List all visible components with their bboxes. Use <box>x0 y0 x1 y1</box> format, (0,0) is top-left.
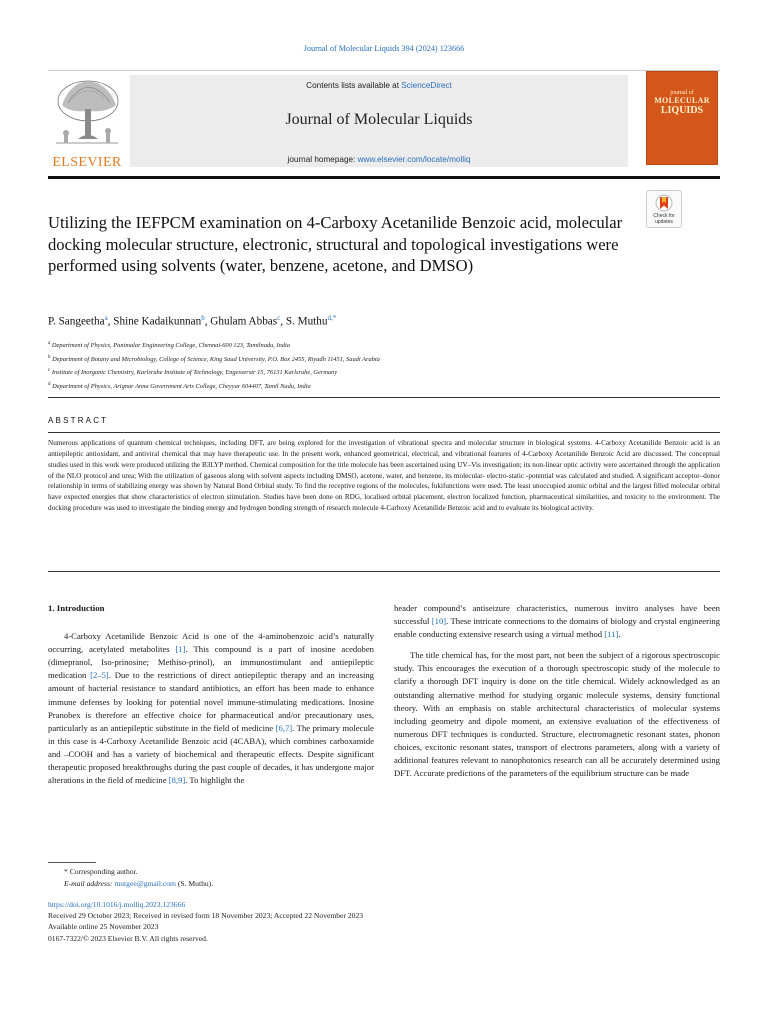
badge-line-1: Check for <box>653 213 675 219</box>
corresponding-author-note: * Corresponding author. <box>64 867 138 876</box>
email-link[interactable]: mutgee@gmail.com <box>114 878 176 888</box>
reference-link[interactable]: [6,7] <box>275 722 293 733</box>
section-heading-introduction: 1. Introduction <box>48 603 105 613</box>
contents-line <box>130 81 628 90</box>
paragraph-text: . To highlight the <box>185 775 245 786</box>
reference-link[interactable]: [2–5] <box>90 670 109 681</box>
email-suffix: (S. Muthu). <box>175 878 214 888</box>
affiliation-list <box>48 338 648 393</box>
doi-link[interactable]: https://doi.org/10.1016/j.molliq.2023.123666 <box>48 900 186 909</box>
author-affil-mark[interactable]: b <box>201 314 205 322</box>
abstract-bottom-rule <box>48 571 720 572</box>
check-for-updates-badge[interactable] <box>646 190 682 228</box>
email-note <box>48 878 548 890</box>
journal-citation-header[interactable]: Journal of Molecular Liquids 394 (2024) 123666 <box>303 44 465 53</box>
reference-link[interactable]: [11] <box>604 629 619 640</box>
author-list <box>48 314 648 328</box>
paragraph-text: header compound’s antiseizure characteristics, numerous invitro analyses have been successful <box>394 603 720 627</box>
homepage-prefix: journal homepage: <box>287 155 358 164</box>
contents-prefix: Contents lists available at <box>306 81 402 90</box>
abstract-text: Numerous applications of quantum chemical techniques, including DFT, are being explored for the investigation of vibrational spectra and molecular structure in biological systems. 4-Carboxy Acetanilide Benzoic acid is an antiepileptic antioxidant, and antiviral chemical that may have therapeutic use. In the present work, enhanced geometrical, electrical, and vibrational features of 4-Carboxy Acetanilide Benzoic Acid are discussed. The conceptual studies used in this work were produced utilizing the B3LYP method. Chemical composition for the title molecule has been ascertained using UV–Vis investigation; its non-linear optic activity were ascertained through the application of the NLO protocol and urea; With the utilization of gaseous along with solvent aspects including DMSO, acetone, water, and benzene, its molecular- electro-static -potential was calculated and studied. A significant acceptor–donor relationship in terms of stabilizing energy was shown by Natural Bond Orbital study. To find the receptive regions of the molecules, fukifunctions were used. The least unoccupied atomic orbital and the largest filled molecular orbital have expected energies that show characteristics of electron stimulation. Studies have been done on RDG, localised orbital placement, electron localized function, pharmaceutical similarities, and toxicity to the environment. The docking procedure was used to investigate the binding energy and hydrogen bonding strength of research molecule 4-Carboxy Acetanilide Benzoic acid and to evaluate its biological activity. <box>48 439 720 513</box>
author-name[interactable]: Shine Kadaikunnan <box>113 315 202 328</box>
reference-link[interactable]: [8,9] <box>168 775 186 786</box>
body-column-left <box>48 602 374 795</box>
reference-link[interactable]: [10] <box>431 616 447 627</box>
affiliation-mark: b <box>48 354 51 360</box>
author-name[interactable]: Ghulam Abbas <box>210 315 278 328</box>
author-affil-mark[interactable]: d,* <box>327 314 337 322</box>
paragraph: The title chemical has, for the most part, not been the subject of a rigorous spectroscopic study. This encourages the execution of a thorough spectroscopic study of the molecule to clarify a thorough DFT inquiry is done on the title chemical. Widely acknowledged as an outstanding alternative method for studying organic molecule systems, density functional theory. With an emphasis on stable architectural characteristics of molecular systems including geometry and dipole moment, an extensive evaluation of the effectiveness of numerous DFT techniques is conducted. Structure, electromagnetic resonant states, phonon choices, excitonic resonant states, transport of electrons parameters, along with a variety of additional features relevant to nanophotonics research can all be accurately determined using DFT. Accurate predictions of the parameters of the equilibrium structure can be made <box>394 650 720 779</box>
affiliation-text: Department of Botany and Microbiology, College of Science, King Saud University, P.O. Box 2455, Riyadh 11451, Saudi Arabia <box>52 355 380 363</box>
paragraph-text: . The primary molecule in this case is 4-Carboxy Acetanilide Benzoic acid (4CABA), which combines carboxamide and –COOH and has a variety of biochemical and therapeutic effects. Despite significant therapeutic proposed breakthroughs during the past couple of decades, it has undergone major alterations in the field of medicine <box>48 722 374 786</box>
masthead-rule <box>48 176 720 179</box>
bookmark-check-icon <box>655 194 673 214</box>
copyright-line: 0167-7322/© 2023 Elsevier B.V. All rights reserved. <box>48 933 208 943</box>
abstract-heading: ABSTRACT <box>48 416 109 425</box>
masthead <box>48 71 720 173</box>
available-online-date: Available online 25 November 2023 <box>48 922 159 932</box>
affiliation-mark: a <box>48 341 51 346</box>
paragraph-text: . Due to the restrictions of direct antiepileptic therapy and an increasing amount of bacterial resistance to standard antibiotics, an effort has been made to enhance immune defenses by looking for potential novel immune-stimulating medications. Inosine Pranobex is therefore an effective choice for pharmaceutical and/or precautionary uses, particularly as an antiepileptic substitute in the field of medicine <box>48 670 374 733</box>
affiliation-item <box>48 379 648 393</box>
affiliation-text: Institute of Inorganic Chemistry, Karlsruhe Institute of Technology, Engesserstr 15, 76131 Karlsruhe, Germany <box>51 369 338 377</box>
masthead-info-panel <box>130 75 628 167</box>
affiliation-item <box>48 352 648 366</box>
journal-homepage-link[interactable]: www.elsevier.com/locate/molliq <box>357 155 471 164</box>
paragraph <box>48 630 374 787</box>
author-separator: , <box>107 315 114 328</box>
author-affil-mark[interactable]: a <box>104 314 108 322</box>
author-affil-mark[interactable]: c <box>277 314 281 322</box>
publisher-wordmark: ELSEVIER <box>52 155 122 170</box>
journal-title: Journal of Molecular Liquids <box>285 111 473 128</box>
abstract-heading-rule <box>48 432 720 433</box>
email-label: E-mail address: <box>64 878 115 888</box>
affiliation-item <box>48 338 648 352</box>
cover-line-1: journal of <box>670 90 694 96</box>
affiliation-mark: c <box>48 368 51 374</box>
paragraph-text: . <box>618 629 621 640</box>
author-separator: , <box>204 315 211 328</box>
publication-info <box>48 899 648 944</box>
received-dates: Received 29 October 2023; Received in revised form 18 November 2023; Accepted 22 November 2023 <box>48 911 364 921</box>
cover-line-2: MOLECULAR <box>654 96 710 105</box>
body-column-right <box>394 602 720 788</box>
affiliation-item <box>48 365 648 379</box>
reference-link[interactable]: [1] <box>175 644 186 655</box>
author-name[interactable]: S. Muthu <box>285 315 328 328</box>
badge-line-2: updates <box>655 218 673 225</box>
affiliation-mark: d <box>48 381 51 387</box>
affiliation-text: Department of Physics, Arignar Anna Government Arts College, Cheyyar 604407, Tamil Nadu, India <box>52 383 311 390</box>
author-name[interactable]: P. Sangeetha <box>48 315 105 328</box>
abstract-top-rule <box>48 397 720 398</box>
elsevier-tree-icon <box>48 75 126 151</box>
paragraph-text: . This compound is a part of inosine acedoben (dimepranol, Iso-prinosine; Methiso-prinol), an immunostimulant and antiepileptic medication <box>48 644 374 681</box>
author-separator: , <box>280 315 286 328</box>
homepage-line <box>130 155 628 164</box>
paragraph-text: 4-Carboxy Acetanilide Benzoic Acid is one of the 4-aminobenzoic acid’s naturally occurring, acetylated metabolites <box>48 631 374 655</box>
affiliation-text: Department of Physics, Panimalar Engineering College, Chennai-600 123, Tamilnadu, India <box>51 342 290 350</box>
journal-cover-thumbnail[interactable] <box>646 71 718 165</box>
elsevier-logo[interactable] <box>48 75 126 170</box>
article-title: Utilizing the IEFPCM examination on 4-Carboxy Acetanilide Benzoic acid, molecular docking molecular structure, electronic, structural and topological investigations were performed using solvents (water, benzene, acetone, and DMSO) <box>48 213 623 275</box>
cover-line-3: LIQUIDS <box>660 105 704 116</box>
footnotes <box>48 866 548 889</box>
sciencedirect-link[interactable]: ScienceDirect <box>401 81 452 90</box>
footnote-rule <box>48 862 96 863</box>
paragraph <box>394 602 720 641</box>
paragraph-text: . These intricate connections to the domains of biology and crystal engineering enable conducting extensive research using a virtual method <box>394 616 720 640</box>
